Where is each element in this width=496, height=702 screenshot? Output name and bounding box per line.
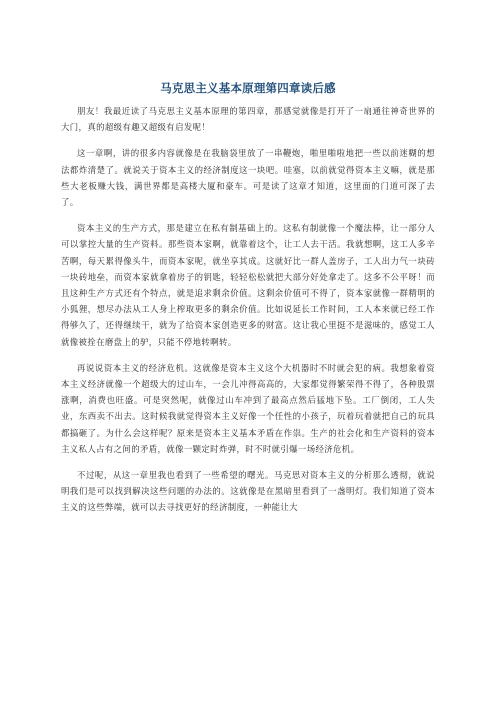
paragraph-2: 这一章啊，讲的很多内容就像是在我脑袋里放了一串鞭炮，啪里啪啦地把一些以前迷糊的想法都炸清楚了。就说关于资本主义的经济制度这一块吧。哇塞，以前就觉得资本主义嘛，就是那些大老板赚大钱，满世界都是高楼大厦和豪车。可是读了这章才知道，这里面的门道可深了去了。: [61, 148, 435, 208]
document-title: 马克思主义基本原理第四章读后感: [160, 81, 336, 95]
document-page: [61, 80, 435, 526]
paragraph-1: 朋友！我最近读了马克思主义基本原理的第四章，那感觉就像是打开了一扇通往神奇世界的大门，真的超级有趣又超级有启发呢！: [61, 106, 435, 133]
paragraph-5: 不过呢，从这一章里我也看到了一些希望的曙光。马克思对资本主义的分析那么透彻，就说明我们是可以找到解决这些问题的办法的。这就像是在黑暗里看到了一盏明灯。我们知道了资本主义的这些弊端，就可以去寻找更好的经济制度，一种能让大: [61, 470, 435, 513]
paragraph-4: 再说说资本主义的经济危机。这就像是资本主义这个大机器时不时就会犯的病。我想象着资本主义经济就像一个超级大的过山车，一会儿冲得高高的，大家都觉得繁荣得不得了，各种股票涨啊，消费也旺盛。可是突然呢，就像过山车冲到了最高点然后猛地下坠。工厂倒闭，工人失业，东西卖不出去。这时候我就觉得资本主义好像一个任性的小孩子，玩着玩着就把自己的玩具都搞砸了。为什么会这样呢？原来是资本主义基本矛盾在作祟。生产的社会化和生产资料的资本主义私人占有之间的矛盾，就像一颗定时炸弹，时不时就引爆一场经济危机。: [61, 362, 435, 454]
paragraph-3: 资本主义的生产方式，那是建立在私有制基础上的。这私有制就像一个魔法棒，让一部分人可以掌控大量的生产资料。那些资本家啊，就靠着这个，让工人去干活。我就想啊，这工人多辛苦啊，每天累得像头牛，而资本家呢，就坐享其成。这就好比一群人盖房子，工人出力气一块砖一块砖地垒，而资本家就拿着房子的钥匙，轻轻松松就把大部分好处拿走了。这多不公平呀！而且这种生产方式还有个特点，就是追求剩余价值。这剩余价值可不得了，资本家就像一群精明的小狐狸，想尽办法从工人身上榨取更多的剩余价值。比如说延长工作时间，工人本来就已经工作得够久了，还得继续干，就为了给资本家创造更多的财富。这让我心里挺不是滋味的，感觉工人就像被拴在磨盘上的驴，只能不停地转啊转。: [61, 223, 435, 347]
